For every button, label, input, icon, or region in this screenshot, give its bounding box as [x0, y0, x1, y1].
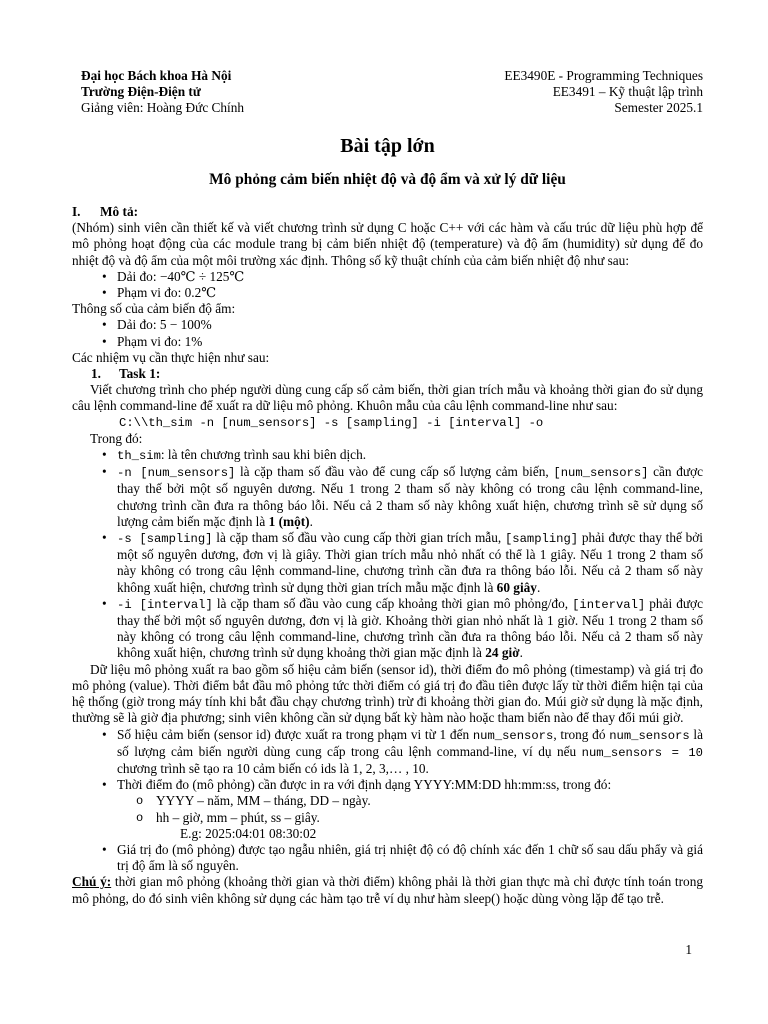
page-number: 1 [685, 942, 692, 957]
task1-description: Viết chương trình cho phép người dùng cung cấp số cảm biến, thời gian trích mẫu và khoảng thời gian đo sử dụng câu lệnh command-line để xuất ra dữ liệu mô phỏng. Khuôn mẫu của câu lệnh command-line như sau: [72, 382, 703, 414]
section-title: Mô tả: [100, 204, 139, 219]
param-code: [interval] [572, 597, 646, 612]
list-item: o hh – giờ, mm – phút, ss – giây. [72, 810, 703, 826]
document-page [72, 66, 703, 907]
document-subtitle: Mô phỏng cảm biến nhiệt độ và độ ẩm và xử lý dữ liệu [209, 171, 566, 188]
humidity-intro: Thông số của cảm biến độ ẩm: [72, 301, 236, 317]
semester: Semester 2025.1 [614, 100, 703, 115]
university-name: Đại học Bách khoa Hà Nội [81, 68, 232, 83]
header-left [81, 68, 244, 116]
list-item [72, 596, 703, 662]
list-item: • Dải đo: −40℃ ÷ 125℃ [72, 269, 703, 285]
item-text: , trong đó [553, 726, 610, 742]
humidity-spec-list [72, 317, 703, 349]
param-text: . [519, 645, 523, 661]
list-item [72, 777, 703, 793]
param-code: -n [num_sensors] [117, 466, 236, 481]
param-code: -i [interval] [117, 597, 213, 612]
section-number: I. [72, 204, 81, 219]
time-example: E.g: 2025:04:01 08:30:02 [180, 825, 317, 841]
item-code: num_sensors [609, 728, 690, 743]
param-text: . [536, 579, 541, 595]
param-text: phải được thay thế bởi một số nguyên dương, đơn vị là giây. Thời gian trích mẫu nhỏ nhất có thể là 1 giây. Nếu 1 trong 2 tham số này không có trong câu lệnh command-line, chương trình cần đưa ra thông báo lỗi. Nếu cả 2 tham số này không xuất hiện, chương trình sử dụng thời gian trích mẫu mặc định là [117, 530, 704, 595]
list-item: • Dải đo: 5 − 100% [72, 317, 703, 333]
course-code-en: EE3490E - Programming Techniques [504, 68, 703, 83]
course-code-vi: EE3491 – Kỹ thuật lập trình [552, 84, 703, 99]
item-code: num_sensors [472, 728, 554, 743]
item-code: num_sensors = 10 [581, 745, 703, 760]
school-name: Trường Điện-Điện tử [81, 84, 201, 99]
document-title: Bài tập lớn [340, 135, 435, 157]
lecturer-name: Giảng viên: Hoàng Đức Chính [81, 100, 245, 115]
param-text: . [309, 513, 313, 529]
list-item [72, 464, 703, 530]
header-right [504, 68, 703, 116]
list-item [72, 447, 703, 464]
section-heading [72, 204, 703, 220]
tasks-intro: Các nhiệm vụ cần thực hiện như sau: [72, 349, 270, 365]
param-default: 24 giờ [485, 645, 520, 661]
param-default: 60 giây [496, 579, 537, 595]
list-item: • Phạm vi đo: 1% [72, 334, 703, 350]
document-header [72, 66, 703, 116]
task-heading [72, 366, 703, 382]
temp-spec-list [72, 269, 703, 301]
param-text: cần được thay thế bởi một số nguyên dương. Nếu 1 trong 2 tham số này không có trong câu lệnh command-line, chương trình cần đưa ra thông báo lỗi. Nếu cả 2 tham số này không xuất hiện, chương trình sẽ sử dụng số lượng cảm biến mặc định là [117, 464, 704, 529]
list-item [72, 530, 703, 596]
value-item-list [72, 842, 703, 874]
param-code: -s [sampling] [117, 532, 213, 547]
time-format-list [72, 793, 703, 825]
item-text: Thời điểm đo (mô phỏng) cần được in ra với định dạng YYYY:MM:DD hh:mm:ss, trong đó: [117, 777, 612, 793]
item-text: Số hiệu cảm biến (sensor id) được xuất ra trong phạm vi từ 1 đến [117, 726, 473, 742]
task-title: Task 1: [119, 366, 161, 382]
param-default: 1 (một) [268, 513, 310, 529]
note-label: Chú ý: [72, 874, 112, 890]
param-list [72, 447, 703, 662]
list-item: o YYYY – năm, MM – tháng, DD – ngày. [72, 793, 703, 809]
param-code: [sampling] [504, 532, 579, 547]
param-text: là cặp tham số đầu vào để cung cấp số lượng cảm biến, [235, 464, 554, 480]
command-line-template: C:\\th_sim -n [num_sensors] -s [sampling] -i [interval] -o [119, 415, 544, 430]
param-text: là cặp tham số đầu vào cung cấp khoảng thời gian mô phỏng/đo, [212, 595, 573, 611]
note-text: thời gian mô phỏng (khoảng thời gian và thời điểm) không phải là thời gian thực mà chỉ được tính toán trong mô phỏng, do đó sinh viên không sử dụng các hàm tạo trễ ví dụ như hàm sleep() hoặc dùng vòng lặp để tạo trễ. [72, 874, 703, 906]
intro-paragraph: (Nhóm) sinh viên cần thiết kế và viết chương trình sử dụng C hoặc C++ với các hàm và cấu trúc dữ liệu phù hợp để mô phỏng hoạt động của các module trang bị cảm biến nhiệt độ (temperature) và độ ẩm (humidity) sử dụng để đo nhiệt độ và độ ẩm của một môi trường xác định. Thông số kỹ thuật chính của cảm biến nhiệt độ như sau: [72, 220, 703, 268]
list-item: • Giá trị đo (mô phỏng) được tạo ngẫu nhiên, giá trị nhiệt độ có độ chính xác đến 1 chữ số sau dấu phẩy và giá trị độ ẩm là số nguyên. [72, 842, 703, 874]
item-text: chương trình sẽ tạo ra 10 cảm biến có ids là 1, 2, 3,… , 10. [117, 760, 429, 776]
note-paragraph [72, 874, 703, 906]
param-code: [num_sensors] [553, 466, 649, 481]
param-text: : là tên chương trình sau khi biên dịch. [160, 447, 367, 463]
output-description: Dữ liệu mô phỏng xuất ra bao gồm số hiệu cảm biến (sensor id), thời điểm đo mô phỏng (timestamp) và giá trị đo mô phỏng (value). Thời điểm bắt đầu mô phỏng tức thời điểm có giá trị đo đầu tiên được lấy từ thời điểm hiện tại của hệ thống (giờ trong máy tính khi bắt đầu chạy chương trình) trừ đi khoảng thời gian đo. Múi giờ sử dụng là mặc định, thường sẽ là giờ địa phương; sinh viên không cần sử dụng bất kỳ hàm nào hoặc tham biến nào để thay đổi múi giờ. [72, 661, 703, 726]
item-text: là số lượng cảm biến người dùng cung cấp trong câu lệnh command-line, ví dụ nếu [117, 726, 703, 759]
where-label: Trong đó: [90, 430, 143, 446]
list-item: • Phạm vi đo: 0.2℃ [72, 285, 703, 301]
param-text: phải được thay thế bởi một số nguyên dương, đơn vị là giờ. Khoảng thời gian nhỏ nhất là 1 giờ. Nếu 1 trong 2 tham số này không có trong câu lệnh command-line, chương trình cần đưa ra thông báo lỗi. Nếu cả 2 tham số này không xuất hiện, chương trình sử dụng khoảng thời gian mặc định là [117, 595, 703, 661]
list-item [72, 727, 703, 778]
param-text: là cặp tham số đầu vào cung cấp thời gian trích mẫu, [212, 530, 505, 546]
task-number: 1. [91, 366, 101, 382]
output-item-list [72, 727, 703, 794]
param-code: th_sim [117, 449, 161, 464]
